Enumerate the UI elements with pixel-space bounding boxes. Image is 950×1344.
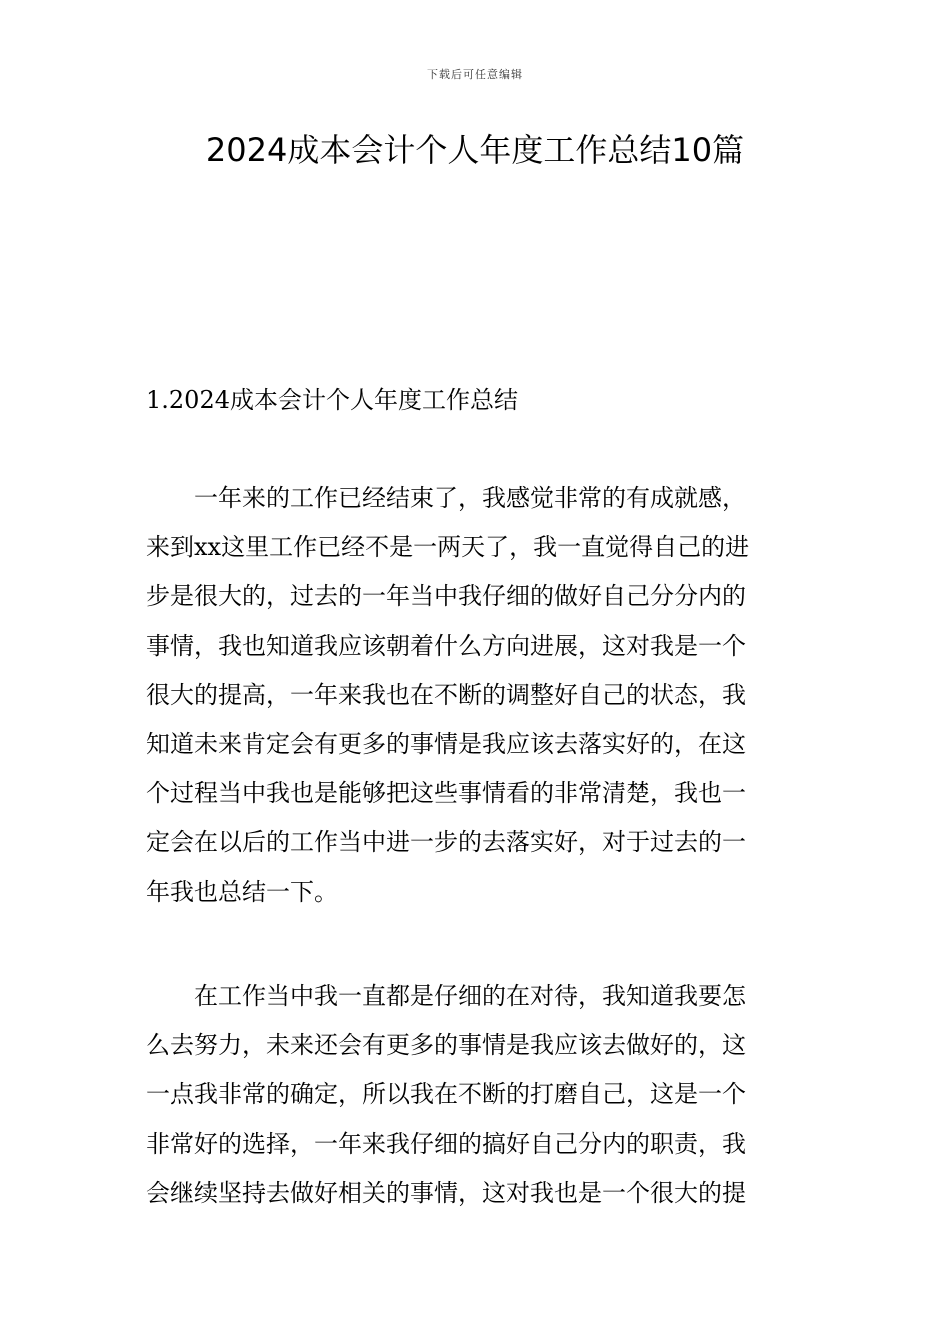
paragraph-line: 一年来的工作已经结束了，我感觉非常的有成就感，: [146, 484, 746, 512]
paragraph-line: 一点我非常的确定，所以我在不断的打磨自己，这是一个: [146, 1080, 746, 1109]
header-note: 下载后可任意编辑: [427, 68, 523, 81]
paragraph-line: 个过程当中我也是能够把这些事情看的非常清楚，我也一: [146, 779, 746, 808]
section-heading: 1.2024成本会计个人年度工作总结: [146, 386, 518, 414]
paragraph-1: [146, 474, 806, 917]
paragraph-line: 知道未来肯定会有更多的事情是我应该去落实好的，在这: [146, 729, 746, 758]
paragraph-line: 很大的提高，一年来我也在不断的调整好自己的状态，我: [146, 680, 746, 709]
paragraph-line: 步是很大的，过去的一年当中我仔细的做好自己分分内的: [146, 582, 746, 611]
paragraph-line: 么去努力，未来还会有更多的事情是我应该去做好的，这: [146, 1031, 746, 1060]
paragraph-line: 在工作当中我一直都是仔细的在对待，我知道我要怎: [146, 982, 746, 1010]
paragraph-line: 来到xx这里工作已经不是一两天了，我一直觉得自己的进: [146, 533, 750, 562]
paragraph-line: 事情，我也知道我应该朝着什么方向进展，这对我是一个: [146, 631, 746, 660]
paragraph-2: [146, 972, 806, 1218]
paragraph-line: 定会在以后的工作当中进一步的去落实好，对于过去的一: [146, 828, 746, 857]
paragraph-line: 年我也总结一下。: [146, 877, 338, 906]
paragraph-line: 会继续坚持去做好相关的事情，这对我也是一个很大的提: [146, 1178, 746, 1207]
document-title: 2024成本会计个人年度工作总结10篇: [205, 131, 745, 169]
paragraph-line: 非常好的选择，一年来我仔细的搞好自己分内的职责，我: [146, 1129, 746, 1158]
